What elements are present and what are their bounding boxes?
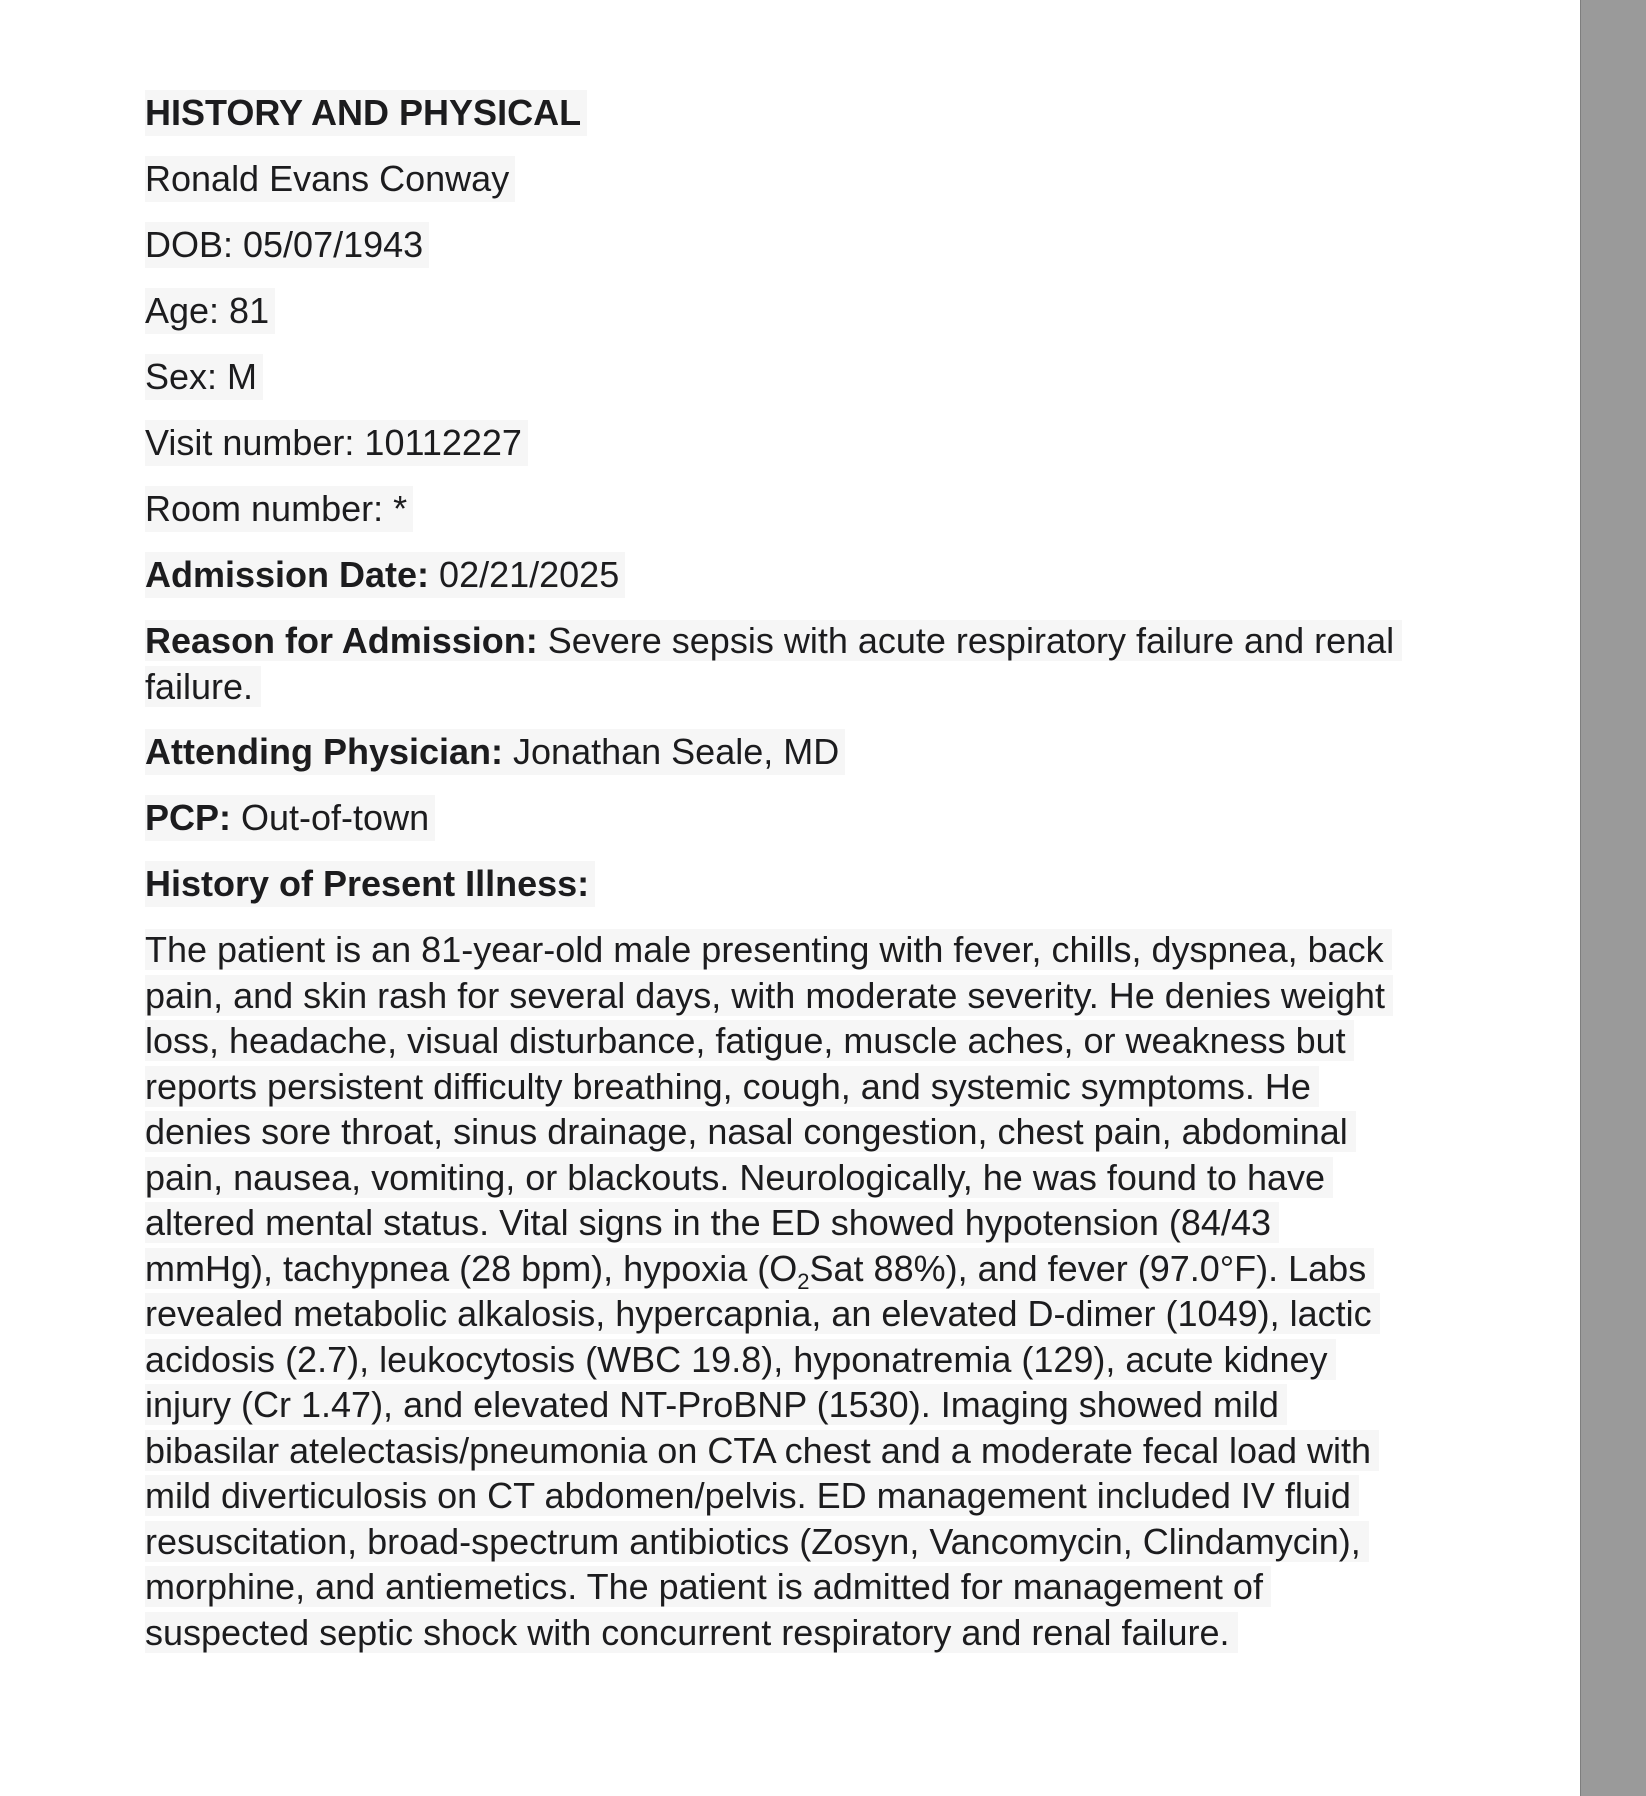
attending-physician-row: [145, 729, 1395, 775]
hpi-text-part2: Sat 88%), and fever (97.0°F). Labs revealed metabolic alkalosis, hypercapnia, an elevated D-dimer (1049), lactic acidosis (2.7), leukocytosis (WBC 19.8), hyponatremia (129), acute kidney injury (Cr 1.47), and elevated NT-ProBNP (1530). Imaging showed mild bibasilar atelectasis/pneumonia on CTA chest and a moderate fecal load with mild diverticulosis on CT abdomen/pelvis. ED management included IV fluid resuscitation, broad-spectrum antibiotics (Zosyn, Vancomycin, Clindamycin), morphine, and antiemetics. The patient is admitted for management of suspected septic shock with concurrent respiratory and renal failure.: [145, 1247, 1372, 1653]
title-row: [145, 90, 1395, 136]
hpi-text: [145, 929, 1393, 1653]
patient-dob: DOB: 05/07/1943: [145, 222, 429, 268]
reason-label: Reason for Admission:: [145, 620, 538, 661]
room-number-row: [145, 486, 1395, 532]
visit-number-row: [145, 420, 1395, 466]
sex-row: [145, 354, 1395, 400]
admission-date-value: 02/21/2025: [429, 554, 620, 595]
pcp-label: PCP:: [145, 797, 232, 838]
hpi-paragraph: [145, 927, 1395, 1655]
pcp: [145, 795, 435, 841]
vertical-scrollbar[interactable]: [1580, 0, 1646, 1796]
dob-row: [145, 222, 1395, 268]
hpi-heading: History of Present Illness:: [145, 861, 595, 907]
admission-date: [145, 552, 625, 598]
admission-date-label: Admission Date:: [145, 554, 430, 595]
attending-label: Attending Physician:: [145, 731, 504, 772]
age-row: [145, 288, 1395, 334]
history-and-physical-note: [145, 90, 1395, 1675]
hpi-subscript: 2: [797, 1268, 810, 1294]
reason-value: Severe sepsis with acute respiratory failure and renal failure.: [145, 620, 1395, 707]
attending-physician: [145, 729, 845, 775]
visit-number: Visit number: 10112227: [145, 420, 528, 466]
pcp-row: [145, 795, 1395, 841]
patient-sex: Sex: M: [145, 354, 263, 400]
admission-date-row: [145, 552, 1395, 598]
room-number: Room number: *: [145, 486, 413, 532]
document-title: HISTORY AND PHYSICAL: [145, 90, 587, 136]
reason-text: [145, 620, 1402, 707]
hpi-text-part1: The patient is an 81-year-old male presenting with fever, chills, dyspnea, back pain, and skin rash for several days, with moderate severity. He denies weight loss, headache, visual disturbance, fatigue, muscle aches, or weakness but reports persistent difficulty breathing, cough, and systemic symptoms. He denies sore throat, sinus drainage, nasal congestion, chest pain, abdominal pain, nausea, vomiting, or blackouts. Neurologically, he was found to have altered mental status. Vital signs in the ED showed hypotension (84/43 mmHg), tachypnea (28 bpm), hypoxia (O: [145, 929, 1385, 1289]
patient-name-row: [145, 156, 1395, 202]
reason-for-admission: [145, 618, 1395, 709]
hpi-heading-row: [145, 861, 1395, 907]
patient-name: Ronald Evans Conway: [145, 156, 515, 202]
attending-value: Jonathan Seale, MD: [503, 731, 840, 772]
patient-age: Age: 81: [145, 288, 275, 334]
pcp-value: Out-of-town: [231, 797, 430, 838]
